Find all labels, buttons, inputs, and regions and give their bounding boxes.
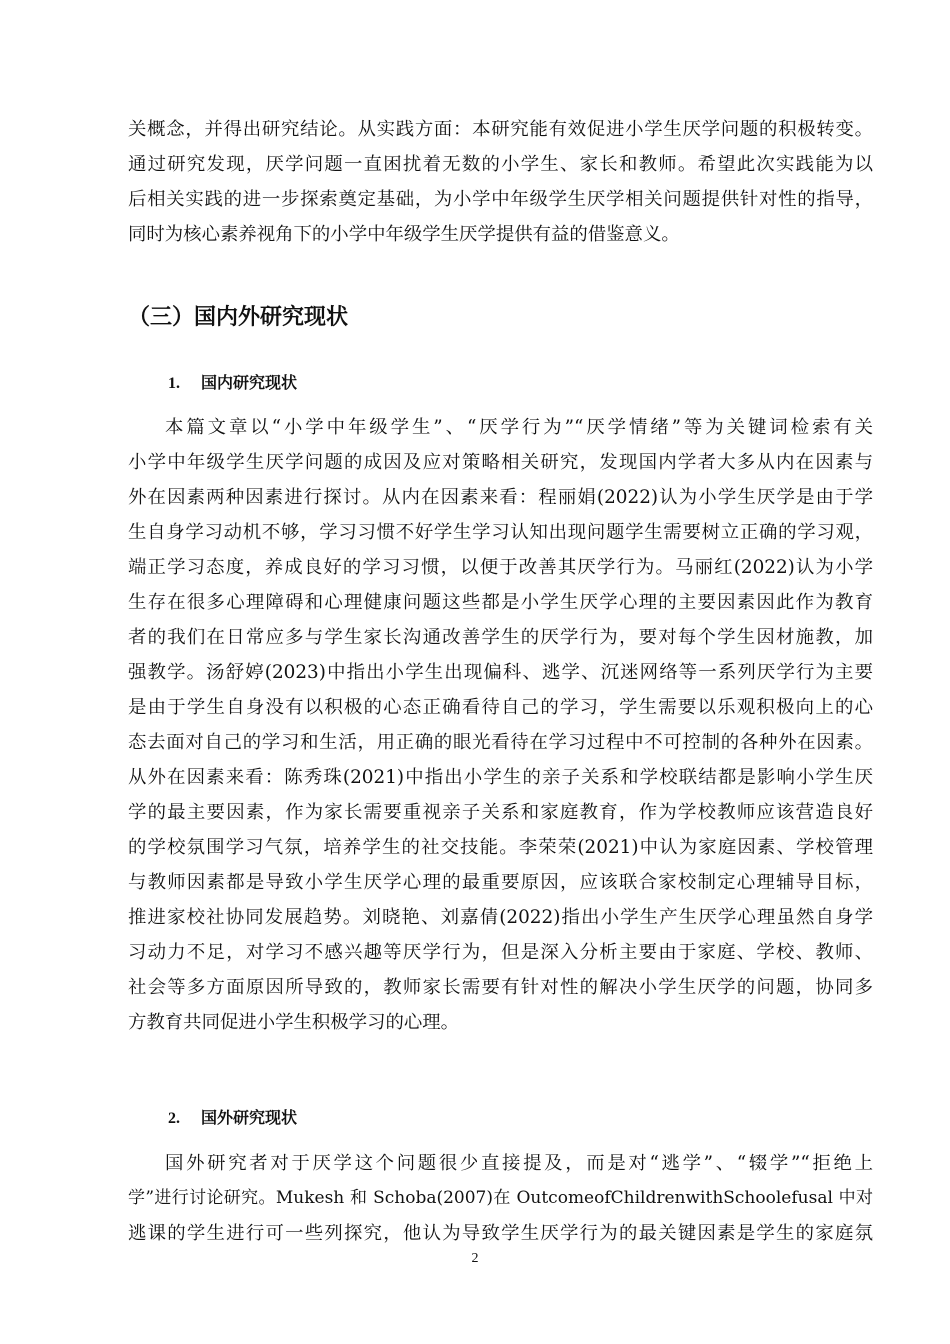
section-heading: （三）国内外研究现状: [128, 305, 349, 330]
page-number: 2: [471, 1251, 479, 1266]
foreign-line: 国外研究者对于厌学这个问题很少直接提及，而是对“逃学”、“辍学”“拒绝上: [165, 1153, 873, 1174]
intro-line: 后相关实践的进一步探索奠定基础，为小学中年级学生厌学相关问题提供针对性的指导，: [128, 189, 873, 210]
domestic-line: 是由于学生自身没有以积极的心态正确看待自己的学习，学生需要以乐观积极向上的心: [128, 697, 873, 718]
domestic-line: 强教学。汤舒婷(2023)中指出小学生出现偏科、逃学、沉迷网络等一系列厌学行为主要: [128, 662, 873, 683]
foreign-line: 逃课的学生进行可一些列探究，他认为导致学生厌学行为的最关键因素是学生的家庭氛: [128, 1223, 873, 1244]
foreign-heading-text: 国外研究现状: [201, 1108, 298, 1127]
foreign-paragraph: [128, 1146, 873, 1251]
domestic-line: 外在因素两种因素进行探讨。从内在因素来看：程丽娟(2022)认为小学生厌学是由于学: [128, 487, 873, 508]
domestic-line: 方教育共同促进小学生积极学习的心理。: [128, 1012, 460, 1033]
domestic-heading-text: 国内研究现状: [201, 373, 298, 392]
foreign-heading-number: 2.: [168, 1110, 180, 1127]
intro-line: 关概念，并得出研究结论。从实践方面：本研究能有效促进小学生厌学问题的积极转变。: [128, 119, 873, 140]
domestic-line: 态去面对自己的学习和生活，用正确的眼光看待在学习过程中不可控制的各种外在因素。: [128, 732, 873, 753]
intro-line: 同时为核心素养视角下的小学中年级学生厌学提供有益的借鉴意义。: [128, 224, 680, 245]
domestic-line: 端正学习态度，养成良好的学习习惯，以便于改善其厌学行为。马丽红(2022)认为小学: [128, 557, 873, 578]
foreign-heading: [168, 1103, 297, 1134]
intro-paragraph: [128, 112, 873, 252]
domestic-line: 与教师因素都是导致小学生厌学心理的最重要原因，应该联合家校制定心理辅导目标，: [128, 872, 873, 893]
domestic-heading-number: 1.: [168, 375, 180, 392]
domestic-paragraph: [128, 410, 873, 1040]
domestic-line: 的学校氛围学习气氛，培养学生的社交技能。李荣荣(2021)中认为家庭因素、学校管理: [128, 837, 873, 858]
domestic-line: 生存在很多心理障碍和心理健康问题这些都是小学生厌学心理的主要因素因此作为教育: [128, 592, 873, 613]
domestic-line: 本篇文章以“小学中年级学生”、“厌学行为”“厌学情绪”等为关键词检索有关: [165, 417, 873, 438]
domestic-line: 生自身学习动机不够，学习习惯不好学生学习认知出现问题学生需要树立正确的学习观，: [128, 522, 873, 543]
domestic-line: 推进家校社协同发展趋势。刘晓艳、刘嘉倩(2022)指出小学生产生厌学心理虽然自身学: [128, 907, 873, 928]
domestic-line: 小学中年级学生厌学问题的成因及应对策略相关研究，发现国内学者大多从内在因素与: [128, 452, 873, 473]
foreign-line: 学”进行讨论研究。Mukesh 和 Schoba(2007)在 OutcomeofChildrenwithSchoolefusal 中对: [128, 1188, 873, 1208]
domestic-line: 习动力不足，对学习不感兴趣等厌学行为，但是深入分析主要由于家庭、学校、教师、: [128, 942, 873, 963]
intro-line: 通过研究发现，厌学问题一直困扰着无数的小学生、家长和教师。希望此次实践能为以: [128, 154, 873, 175]
domestic-line: 社会等多方面原因所导致的，教师家长需要有针对性的解决小学生厌学的问题，协同多: [128, 977, 873, 998]
domestic-line: 从外在因素来看：陈秀珠(2021)中指出小学生的亲子关系和学校联结都是影响小学生厌: [128, 767, 873, 788]
domestic-line: 学的最主要因素，作为家长需要重视亲子关系和家庭教育，作为学校教师应该营造良好: [128, 802, 873, 823]
domestic-line: 者的我们在日常应多与学生家长沟通改善学生的厌学行为，要对每个学生因材施教，加: [128, 627, 873, 648]
domestic-heading: [168, 368, 297, 399]
